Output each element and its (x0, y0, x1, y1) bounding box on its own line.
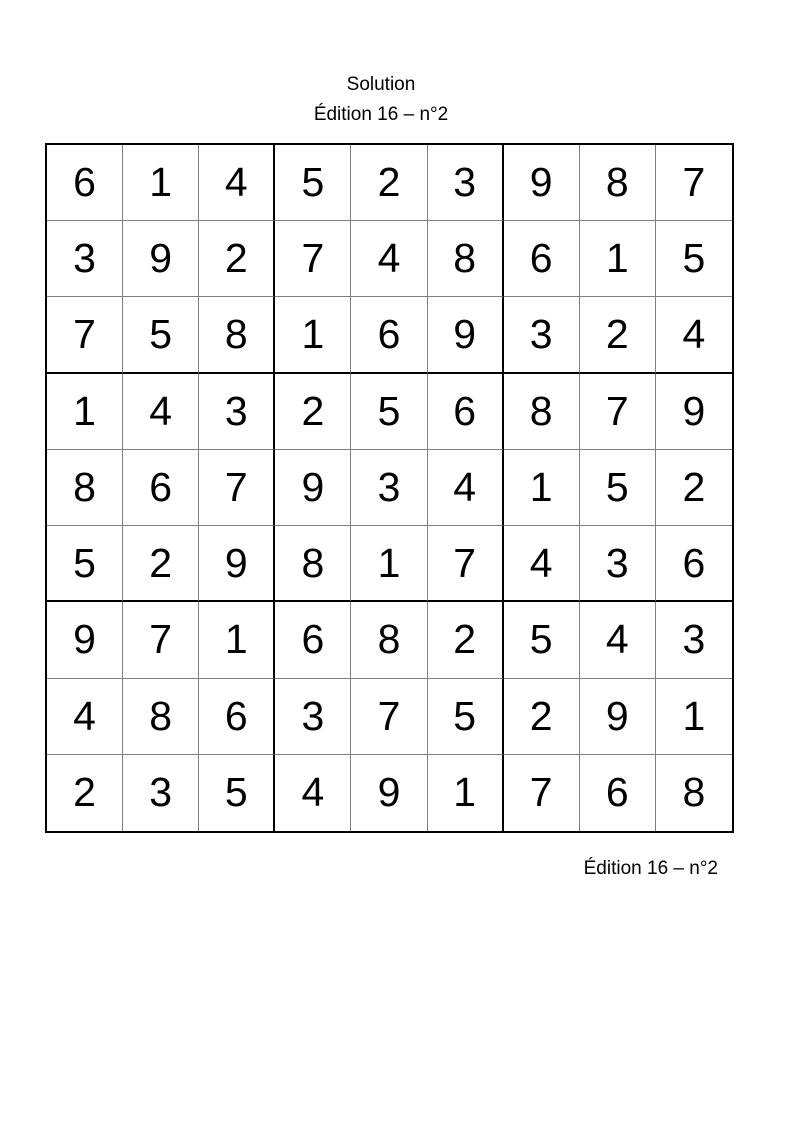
grid-cell: 4 (47, 679, 123, 755)
grid-cell: 5 (123, 297, 199, 373)
grid-cell: 8 (199, 297, 275, 373)
grid-cell: 7 (580, 374, 656, 450)
grid-cell: 8 (275, 526, 351, 602)
grid-cell: 2 (504, 679, 580, 755)
grid-cell: 6 (123, 450, 199, 526)
grid-cell: 3 (275, 679, 351, 755)
grid-cell: 8 (580, 145, 656, 221)
grid-cell: 4 (428, 450, 504, 526)
grid-cell: 8 (428, 221, 504, 297)
grid-cell: 2 (47, 755, 123, 831)
grid-cell: 7 (199, 450, 275, 526)
grid-cell: 3 (199, 374, 275, 450)
grid-cell: 9 (47, 602, 123, 678)
grid-cell: 1 (656, 679, 732, 755)
grid-cell: 5 (47, 526, 123, 602)
grid-cell: 6 (275, 602, 351, 678)
grid-cell: 3 (47, 221, 123, 297)
grid-cell: 1 (199, 602, 275, 678)
grid-cell: 1 (428, 755, 504, 831)
grid-cell: 5 (275, 145, 351, 221)
page-footer: Édition 16 – n°2 (583, 858, 718, 879)
grid-cell: 7 (47, 297, 123, 373)
grid-cell: 8 (47, 450, 123, 526)
grid-cell: 3 (351, 450, 427, 526)
grid-cell: 1 (351, 526, 427, 602)
page-subtitle: Édition 16 – n°2 (313, 104, 449, 125)
grid-cell: 6 (504, 221, 580, 297)
grid-cell: 6 (47, 145, 123, 221)
grid-cell: 5 (351, 374, 427, 450)
grid-cell: 9 (656, 374, 732, 450)
grid-cell: 4 (123, 374, 199, 450)
grid-cell: 3 (656, 602, 732, 678)
grid-cell: 3 (580, 526, 656, 602)
grid-cell: 2 (123, 526, 199, 602)
grid-cell: 3 (428, 145, 504, 221)
grid-cell: 5 (580, 450, 656, 526)
grid-cell: 1 (580, 221, 656, 297)
grid-cell: 9 (428, 297, 504, 373)
grid-cell: 3 (123, 755, 199, 831)
grid-cell: 4 (580, 602, 656, 678)
title-block (45, 70, 717, 130)
grid-cell: 2 (580, 297, 656, 373)
grid-cell: 8 (123, 679, 199, 755)
grid-cell: 2 (351, 145, 427, 221)
grid-cell: 2 (656, 450, 732, 526)
grid-cell: 1 (47, 374, 123, 450)
grid-cell: 5 (428, 679, 504, 755)
grid-cell: 7 (351, 679, 427, 755)
grid-cell: 5 (504, 602, 580, 678)
grid-cell: 6 (351, 297, 427, 373)
grid-cell: 8 (682, 769, 706, 816)
grid-cell: 4 (275, 755, 351, 831)
page-title: Solution (346, 74, 416, 95)
grid-cell: 4 (351, 221, 427, 297)
grid-cell: 2 (428, 602, 504, 678)
grid-cell: 1 (123, 145, 199, 221)
grid-cell: 6 (656, 526, 732, 602)
grid-cell: 5 (199, 755, 275, 831)
grid-cell: 9 (351, 755, 427, 831)
grid-cell: 9 (580, 679, 656, 755)
grid-cell: 7 (123, 602, 199, 678)
grid-cell: 7 (275, 221, 351, 297)
grid-cell: 6 (428, 374, 504, 450)
grid-cell: 1 (275, 297, 351, 373)
grid-cell: 8 (351, 602, 427, 678)
grid-cell: 8 (504, 374, 580, 450)
grid-cell: 9 (504, 145, 580, 221)
grid-cell: 9 (123, 221, 199, 297)
grid-cell: 3 (504, 297, 580, 373)
grid-cell: 4 (504, 526, 580, 602)
grid-cell: 6 (580, 755, 656, 831)
grid-cell: 1 (504, 450, 580, 526)
sudoku-grid (45, 143, 734, 833)
grid-cell: 4 (199, 145, 275, 221)
grid-cell: 2 (199, 221, 275, 297)
grid-cell: 5 (656, 221, 732, 297)
grid-cell: 6 (199, 679, 275, 755)
grid-cell: 9 (275, 450, 351, 526)
grid-cell: 4 (656, 297, 732, 373)
grid-cell: 7 (504, 755, 580, 831)
grid-cell: 9 (199, 526, 275, 602)
grid-cell: 7 (656, 145, 732, 221)
grid-cell: 2 (275, 374, 351, 450)
grid-cell: 7 (428, 526, 504, 602)
